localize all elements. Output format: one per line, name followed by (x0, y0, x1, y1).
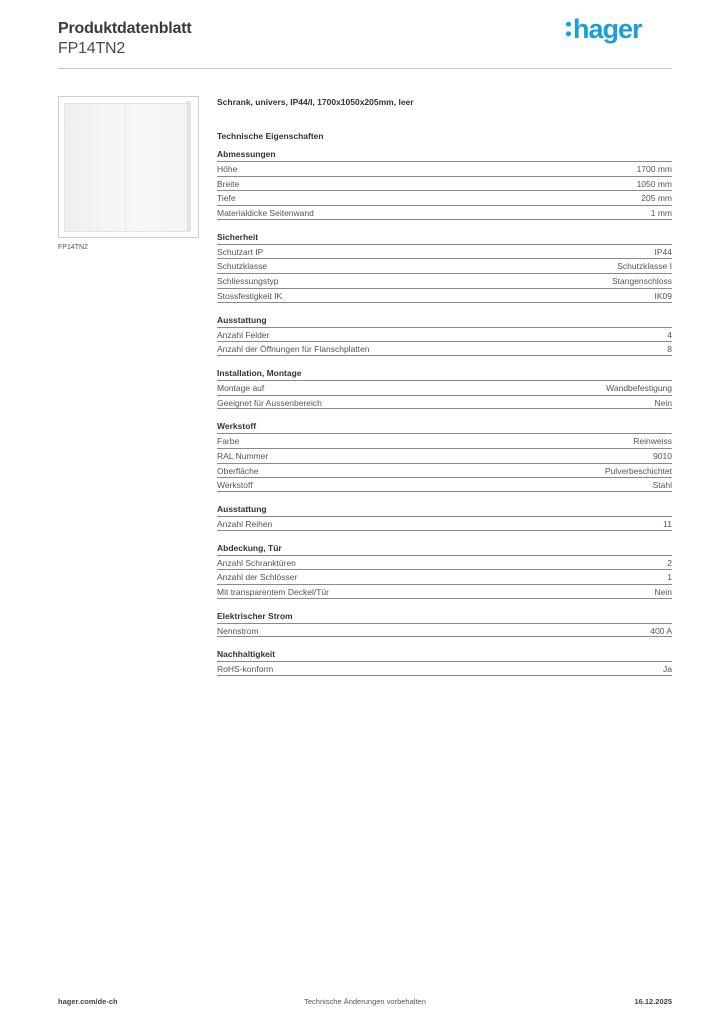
spec-row (217, 395, 672, 410)
spec-label: Schutzklasse (217, 261, 268, 272)
spec-row (217, 273, 672, 288)
spec-row (217, 448, 672, 463)
spec-row (217, 661, 672, 676)
spec-row (217, 584, 672, 599)
page-footer (58, 997, 672, 1009)
spec-label: Anzahl Reihen (217, 519, 273, 529)
spec-value: 400 A (650, 625, 672, 636)
section-title: Werkstoff (217, 421, 257, 432)
spec-row (217, 477, 672, 492)
spec-label: Schliessungstyp (217, 276, 279, 287)
footer-disclaimer: Technische Änderungen vorbehalten (304, 997, 426, 1006)
spec-value: Wandbefestigung (606, 382, 672, 393)
spec-row (217, 161, 672, 176)
spec-value: 1 mm (650, 208, 672, 219)
spec-row (217, 258, 672, 273)
cabinet-door-split (125, 104, 126, 230)
spec-row (217, 569, 672, 584)
spec-value: 11 (663, 519, 672, 529)
spec-label: Höhe (217, 164, 238, 174)
cabinet-front-panel (64, 103, 188, 232)
spec-label: Tiefe (217, 193, 236, 204)
spec-label: Montage auf (217, 382, 265, 393)
spec-label: Anzahl Felder (217, 329, 270, 340)
spec-label: Schutzart IP (217, 246, 264, 257)
spec-value: Ja (663, 664, 672, 675)
section-title: Nachhaltigkeit (217, 649, 276, 660)
spec-value: 8 (667, 344, 672, 355)
spec-row (217, 288, 672, 303)
section-title: Installation, Montage (217, 367, 302, 378)
spec-label: Anzahl der Schlösser (217, 572, 298, 583)
spec-row (217, 380, 672, 395)
image-caption: FP14TN2 (58, 244, 88, 251)
spec-value: 1050 mm (636, 178, 672, 189)
spec-value: 1700 mm (636, 164, 672, 174)
spec-value: 2 (667, 557, 672, 568)
spec-label: Materialdicke Seitenwand (217, 208, 314, 219)
spec-value: 1 (667, 572, 672, 583)
spec-label: RoHS-konform (217, 664, 274, 675)
spec-label: Werkstoff (217, 480, 253, 491)
section-title: Elektrischer Strom (217, 610, 293, 621)
section-title: Ausstattung (217, 504, 267, 514)
page-title: Produktdatenblatt (58, 20, 192, 37)
footer-date: 16.12.2025 (634, 997, 672, 1006)
spec-sections (217, 148, 672, 676)
spec-row (217, 555, 672, 570)
section-title: Sicherheit (217, 231, 259, 242)
spec-row (217, 327, 672, 342)
spec-label: RAL Nummer (217, 450, 269, 461)
spec-value: Stangenschloss (611, 276, 672, 287)
spec-content (217, 95, 672, 676)
tech-properties-heading: Technische Eigenschaften (217, 131, 324, 141)
spec-value: Reinweiss (633, 436, 672, 447)
spec-value: IP44 (654, 246, 672, 257)
product-description: Schrank, univers, IP44/I, 1700x1050x205mm, leer (217, 97, 414, 107)
spec-value: 4 (667, 329, 672, 340)
spec-row (217, 244, 672, 259)
spec-row (217, 623, 672, 638)
spec-label: Farbe (217, 436, 240, 447)
spec-row (217, 205, 672, 220)
spec-row (217, 433, 672, 448)
product-code: FP14TN2 (58, 40, 126, 57)
logo-text: hager (573, 14, 642, 44)
spec-value: 205 mm (641, 193, 672, 204)
spec-label: Breite (217, 178, 240, 189)
header-divider (58, 68, 672, 69)
spec-label: Oberfläche (217, 465, 259, 476)
spec-value: IK09 (654, 290, 672, 301)
footer-website: hager.com/de-ch (58, 997, 118, 1006)
spec-label: Geeignet für Aussenbereich (217, 397, 322, 408)
spec-row (217, 341, 672, 356)
logo-dots-icon (566, 21, 571, 37)
section-title: Ausstattung (217, 314, 267, 325)
spec-label: Anzahl der Öffnungen für Flanschplatten (217, 344, 370, 355)
spec-row (217, 176, 672, 191)
spec-row (217, 190, 672, 205)
section-title: Abmessungen (217, 149, 276, 159)
spec-value: Schutzklasse I (617, 261, 672, 272)
spec-label: Anzahl Schranktüren (217, 557, 296, 568)
spec-row (217, 516, 672, 531)
spec-label: Nennstrom (217, 625, 259, 636)
spec-value: Nein (654, 397, 672, 408)
hager-logo (566, 14, 642, 45)
product-image (58, 96, 199, 238)
spec-label: Mit transparentem Deckel/Tür (217, 587, 329, 598)
spec-value: Pulverbeschichtet (604, 465, 672, 476)
spec-value: Nein (654, 587, 672, 598)
spec-value: Stahl (652, 480, 672, 491)
spec-value: 9010 (653, 450, 672, 461)
spec-label: Stossfestigkeit IK (217, 290, 283, 301)
spec-row (217, 463, 672, 478)
section-title: Abdeckung, Tür (217, 542, 282, 553)
